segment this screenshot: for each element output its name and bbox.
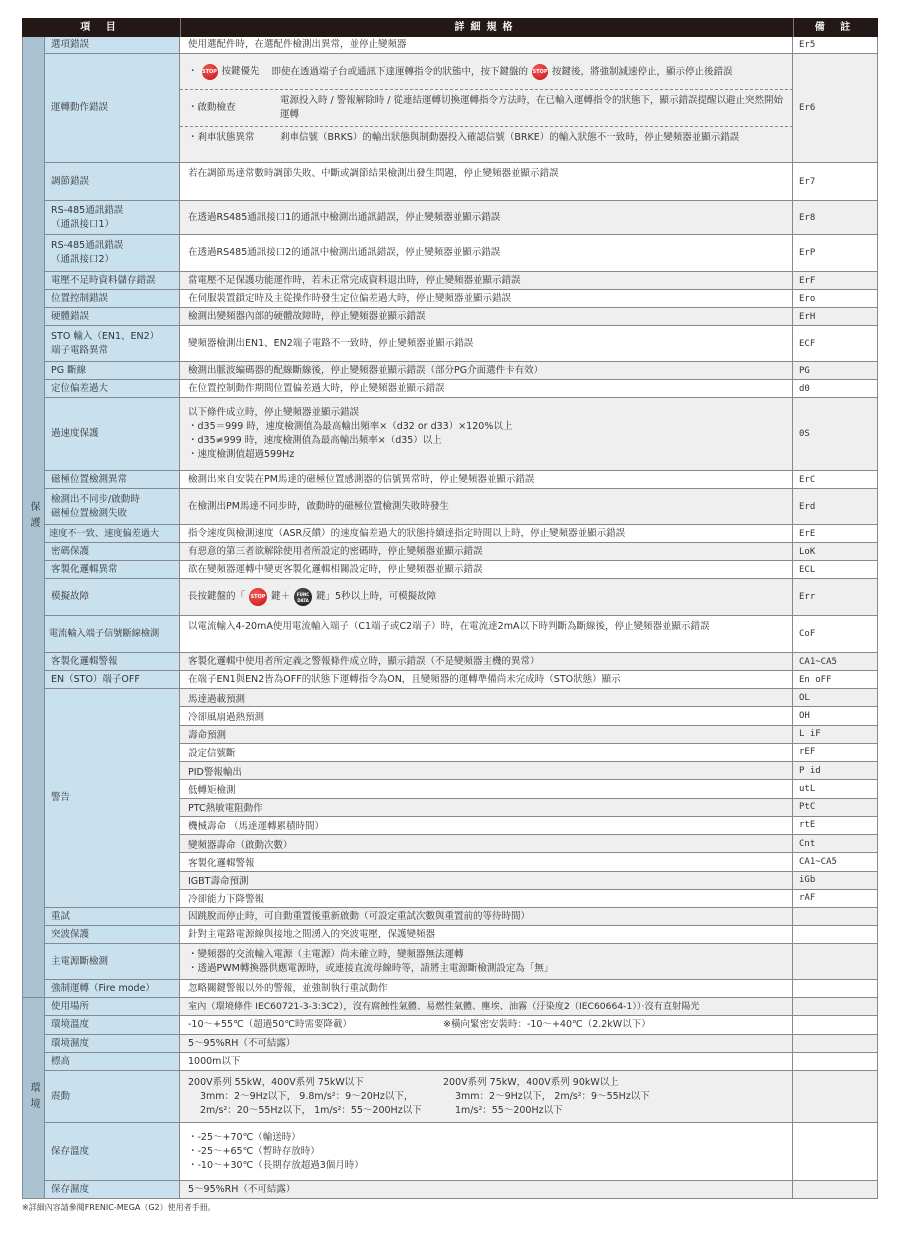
table-row: [45, 616, 878, 653]
table-row: [45, 326, 878, 362]
item-cell: 使用場所: [45, 998, 180, 1015]
note-cell: Er7: [793, 163, 878, 200]
detail-cell: 在透過RS485通訊接口2的通訊中檢測出通訊錯誤，停止變頻器並顯示錯誤: [180, 235, 793, 271]
table-header: [22, 18, 878, 37]
detail-cell: 客製化邏輯中使用者所定義之警報條件成立時，顯示錯誤（不是變頻器主機的異常）: [180, 653, 793, 670]
item-cell: 突波保護: [45, 926, 180, 943]
note-cell: [793, 980, 878, 997]
detail-cell: 1000m以下: [180, 1053, 793, 1070]
note-cell: Er6: [793, 54, 878, 162]
item-line: RS-485通訊錯誤: [51, 204, 124, 216]
table-row: [45, 308, 878, 326]
warning-detail-cell: 變頻器壽命（啟動次數）: [180, 835, 793, 853]
table-row: [45, 54, 878, 163]
header-note: 備 註: [814, 22, 857, 33]
warning-detail-cell: 低轉矩檢測: [180, 780, 793, 798]
item-cell: 震動: [45, 1071, 180, 1122]
detail-cell: [180, 398, 793, 470]
detail-cell: 檢測出脈波編碼器的配線斷線後，停止變頻器並顯示錯誤（部分PG介面選件卡有效）: [180, 362, 793, 379]
note-cell: [793, 1181, 878, 1198]
header-item: 項 目: [22, 18, 181, 37]
detail-text-b: ※橫向緊密安裝時：-10～+40℃（2.2kW以下）: [443, 1019, 651, 1030]
table-row: [45, 944, 878, 980]
item-cell: 客製化邏輯警報: [45, 653, 180, 670]
detail-cell: 室內（環境條件 IEC60721-3-3:3C2），沒有腐蝕性氣體、易燃性氣體、塵埃、油霧（汙染度2（IEC60664-1））·沒有直射陽光: [180, 998, 793, 1015]
detail-cell: 因跳脫而停止時，可自動重置後重新啟動（可設定重試次數與重置前的等待時間）: [180, 908, 793, 925]
note-cell: ECL: [793, 561, 878, 578]
item-cell: [45, 235, 180, 271]
note-cell: [793, 944, 878, 979]
note-cell: Ero: [793, 290, 878, 307]
table-row: [45, 1181, 878, 1199]
stop-key-icon: STOP: [202, 64, 218, 80]
item-cell: 保存濕度: [45, 1181, 180, 1198]
item-cell: 密碼保護: [45, 543, 180, 560]
sub-text-a: 即使在透過端子台或通訊下達運轉指令的狀態中，按下鍵盤的: [271, 66, 529, 77]
detail-cell: 有惡意的第三者欲解除使用者所設定的密碼時，停止變頻器並顯示錯誤: [180, 543, 793, 560]
detail-line: ・d35＝999 時，速度檢測值為最高輸出頻率×（d32 or d33）×120%以上: [188, 421, 513, 432]
note-cell: ErH: [793, 308, 878, 325]
item-cell: 標高: [45, 1053, 180, 1070]
table-row: [45, 1016, 878, 1035]
note-cell: Er5: [793, 37, 878, 53]
warning-detail-cell: 馬達過載預測: [180, 689, 793, 707]
table-row: [45, 471, 878, 489]
detail-line: 2m/s²：20～55Hz以下， 1m/s²：55～200Hz以下: [200, 1104, 422, 1116]
detail-line: 1m/s²：55～200Hz以下: [455, 1104, 563, 1116]
note-cell: CoF: [793, 616, 878, 652]
detail-line: 200V系列 75kW，400V系列 90kW以上: [443, 1076, 619, 1088]
sub-row-brake-status: [180, 127, 793, 162]
table-row: [45, 671, 878, 689]
detail-cell: 在伺服裝置鎖定時及主從操作時發生定位偏差過大時，停止變頻器並顯示錯誤: [180, 290, 793, 307]
detail-cell: 針對主電路電源線與接地之間湧入的突波電壓，保護變頻器: [180, 926, 793, 943]
detail-cell: 在位置控制動作期間位置偏差過大時，停止變頻器並顯示錯誤: [180, 380, 793, 397]
note-cell: ErF: [793, 272, 878, 289]
detail-cell: 使用選配件時，在選配件檢測出異常，並停止變頻器: [180, 37, 793, 53]
item-cell: 環境濕度: [45, 1035, 180, 1052]
item-cell: 磁極位置檢測異常: [45, 471, 180, 488]
func-label: FUNC: [296, 592, 310, 597]
item-cell: EN（STO）端子OFF: [45, 671, 180, 688]
warning-note-cell: iGb: [793, 872, 878, 890]
warning-detail-cell: 機械壽命 （馬達運轉累積時間）: [180, 817, 793, 835]
note-cell: [793, 1035, 878, 1052]
group-protection: [22, 37, 45, 998]
warning-detail-cell: 壽命預測: [180, 726, 793, 744]
data-label: DATA: [297, 598, 309, 603]
detail-cell: [180, 944, 793, 979]
group-environment: [22, 998, 45, 1199]
detail-text-b: 鍵＋: [271, 591, 291, 602]
item-cell: 位置控制錯誤: [45, 290, 180, 307]
warning-detail-cell: PID警報輸出: [180, 762, 793, 780]
detail-cell: [180, 1123, 793, 1180]
warning-note-cell: PtC: [793, 799, 878, 817]
warning-detail-cell: 設定信號斷: [180, 744, 793, 762]
detail-cell: 若在調節馬達常數時調節失敗、中斷或調節結果檢測出發生問題，停止變頻器並顯示錯誤: [180, 163, 793, 200]
item-line: RS-485通訊錯誤: [51, 240, 124, 251]
table-row: [45, 1035, 878, 1053]
detail-cell: [180, 579, 793, 615]
header-detail: 詳細規格: [180, 18, 794, 37]
warning-detail-cell: IGBT壽命預測: [180, 872, 793, 890]
warning-note-cell: rAF: [793, 890, 878, 908]
stop-key-icon: STOP: [532, 64, 548, 80]
warning-note-cell: CA1~CA5: [793, 853, 878, 871]
sub-text: [272, 64, 793, 80]
note-cell: ErP: [793, 235, 878, 271]
detail-text-c: 鍵」5秒以上時，可模擬故障: [316, 591, 437, 602]
item-cell: 過速度保護: [45, 398, 180, 470]
table-row: [45, 1071, 878, 1123]
table-row: [45, 235, 878, 272]
note-cell: LoK: [793, 543, 878, 560]
detail-cell: 5～95%RH（不可結露）: [180, 1181, 793, 1198]
table-row: [45, 362, 878, 380]
detail-cell: 欲在變頻器運轉中變更客製化邏輯相關設定時，停止變頻器並顯示錯誤: [180, 561, 793, 578]
table-row: [45, 926, 878, 944]
item-cell: 定位偏差過大: [45, 380, 180, 397]
item-cell: 速度不一致、速度偏差過大: [45, 525, 180, 542]
detail-line: ・d35≠999 時，速度檢測值為最高輸出頻率×（d35）以上: [188, 435, 442, 446]
detail-line: ・-10～+30℃（長期存放超過3個月時）: [188, 1159, 364, 1171]
sub-label: 按鍵優先: [221, 65, 260, 77]
note-cell: ErC: [793, 471, 878, 488]
detail-cell: 檢測出變頻器內部的硬體故障時，停止變頻器並顯示錯誤: [180, 308, 793, 325]
item-cell: [45, 489, 180, 524]
warning-note-cell: OH: [793, 707, 878, 725]
item-cell: 重試: [45, 908, 180, 925]
note-cell: 0S: [793, 398, 878, 470]
table-row: [45, 201, 878, 235]
item-cell: 電壓不足時資料儲存錯誤: [45, 272, 180, 289]
note-cell: CA1~CA5: [793, 653, 878, 670]
detail-line: ・透過PWM轉換器供應電源時，或連接直流母線時等，請將主電源斷檢測設定為「無」: [188, 962, 554, 974]
warning-detail-cell: PTC熱敏電阻動作: [180, 799, 793, 817]
note-cell: PG: [793, 362, 878, 379]
warning-detail-cell: 冷卻能力下降警報: [180, 890, 793, 908]
item-cell: 環境溫度: [45, 1016, 180, 1034]
table-row: [45, 908, 878, 926]
detail-cell: [180, 1071, 793, 1122]
note-cell: En oFF: [793, 671, 878, 688]
vibration-left: [188, 1076, 443, 1118]
detail-text-a: 長按鍵盤的「: [188, 591, 246, 602]
item-line: 端子電路異常: [51, 344, 109, 356]
item-cell: 模擬故障: [45, 579, 180, 615]
warning-note-cell: P id: [793, 762, 878, 780]
table-row: [45, 380, 878, 398]
detail-line: ・變頻器的交流輸入電源（主電源）尚未確立時，變頻器無法運轉: [188, 948, 464, 960]
table-row: [45, 37, 878, 54]
item-line: 磁極位置檢測失敗: [51, 507, 128, 519]
item-cell: 強制運轉（Fire mode）: [45, 980, 180, 997]
note-cell: d0: [793, 380, 878, 397]
sub-label: ・剎車狀態異常: [188, 132, 255, 143]
item-cell: [45, 201, 180, 234]
table-row: [45, 1053, 878, 1071]
item-cell: 硬體錯誤: [45, 308, 180, 325]
detail-cell: 當電壓不足保護功能運作時，若未正常完成資料退出時，停止變頻器並顯示錯誤: [180, 272, 793, 289]
detail-cell: [180, 1016, 793, 1034]
detail-line: ・-25～+65℃（暫時存放時）: [188, 1145, 320, 1157]
item-line: （通訊接口2）: [51, 254, 115, 265]
detail-text-a: -10～+55℃（超過50℃時需要降載）: [188, 1019, 352, 1030]
item-cell: PG 斷線: [45, 362, 180, 379]
warning-detail-cell: 冷卻風扇過熱預測: [180, 707, 793, 725]
group-protection-label: 保護: [28, 501, 39, 533]
item-cell: 調節錯誤: [45, 163, 180, 200]
note-cell: Erd: [793, 489, 878, 524]
warning-note-cell: rtE: [793, 817, 878, 835]
detail-line: ・速度檢測值超過599Hz: [188, 449, 295, 460]
note-cell: [793, 998, 878, 1015]
detail-cell: 5～95%RH（不可結露）: [180, 1035, 793, 1052]
note-cell: [793, 1053, 878, 1070]
item-cell: 運轉動作錯誤: [45, 54, 180, 162]
sub-label: ・啟動檢查: [188, 102, 236, 113]
table-row: [45, 163, 878, 201]
vibration-right: [443, 1076, 698, 1118]
table-row: [45, 543, 878, 561]
func-data-key-icon: [294, 588, 312, 606]
warning-detail-cell: 客製化邏輯警報: [180, 853, 793, 871]
detail-cell: 在端子EN1與EN2皆為OFF的狀態下運轉指令為ON，且變頻器的運轉準備尚未完成時（STO狀態）顯示: [180, 671, 793, 688]
detail-line: 3mm：2～9Hz以下， 9.8m/s²：9～20Hz以下，: [200, 1090, 414, 1102]
note-cell: [793, 926, 878, 943]
detail-cell: 在檢測出PM馬達不同步時，啟動時的磁極位置檢測失敗時發生: [180, 489, 793, 524]
table-row: [45, 653, 878, 671]
table-row: [45, 489, 878, 525]
detail-line: 200V系列 55kW，400V系列 75kW以下: [188, 1076, 364, 1088]
note-cell: [793, 1123, 878, 1180]
warning-note-cell: L iF: [793, 726, 878, 744]
sub-text-b: 按鍵後，將強制減速停止，顯示停止後錯誤: [552, 66, 733, 77]
detail-cell: 忽略關鍵警報以外的警報，並強制執行重試動作: [180, 980, 793, 997]
item-cell: 選項錯誤: [45, 37, 180, 53]
item-cell: [45, 326, 180, 361]
detail-line: 以下條件成立時，停止變頻器並顯示錯誤: [188, 407, 360, 418]
item-line: （通訊接口1）: [51, 218, 115, 230]
detail-line: ・-25～+70℃（輸送時）: [188, 1131, 301, 1143]
warning-note-cell: Cnt: [793, 835, 878, 853]
stop-key-icon: STOP: [249, 588, 267, 606]
detail-cell: 檢測出來自安裝在PM馬達的磁極位置感測器的信號異常時，停止變頻器並顯示錯誤: [180, 471, 793, 488]
item-cell: 警告: [45, 689, 180, 907]
table-row: [45, 272, 878, 290]
note-cell: ErE: [793, 525, 878, 542]
warning-note-cell: OL: [793, 689, 878, 707]
warning-note-cell: rEF: [793, 744, 878, 762]
note-cell: [793, 908, 878, 925]
note-cell: ECF: [793, 326, 878, 361]
table-row: [45, 290, 878, 308]
group-environment-label: 環境: [28, 1082, 39, 1114]
item-cell: 電流輸入端子信號斷線檢測: [45, 616, 180, 652]
table-row: [45, 398, 878, 471]
table-row: [45, 1123, 878, 1181]
sub-text: 剎車信號（BRKS）的輸出狀態與制動器投入確認信號（BRKE）的輸入狀態不一致時，停止變頻器並顯示錯誤: [280, 132, 740, 143]
sub-row-start-check: [180, 90, 793, 127]
warning-note-cell: utL: [793, 780, 878, 798]
table-row: [45, 525, 878, 543]
table-row: [45, 579, 878, 616]
table-row: [45, 998, 878, 1016]
sub-row-stop-priority: ・ STOP 按鍵優先 即使在透過端子台或通訊下達運轉指令的狀態中，按下鍵盤的 STOP 按鍵後，將強制減速停止，顯示停止後錯誤: [180, 54, 793, 90]
item-line: 檢測出不同步/啟動時: [51, 493, 140, 505]
note-cell: [793, 1016, 878, 1034]
note-cell: Er8: [793, 201, 878, 234]
item-cell: 保存溫度: [45, 1123, 180, 1180]
detail-cell: 變頻器檢測出EN1、EN2端子電路不一致時，停止變頻器並顯示錯誤: [180, 326, 793, 361]
table-row: [45, 561, 878, 579]
item-line: STO 輸入（EN1、EN2）: [51, 330, 160, 342]
detail-line: 3mm：2～9Hz以下， 2m/s²：9～55Hz以下: [455, 1090, 650, 1102]
table-row: [45, 980, 878, 998]
detail-cell: 指令速度與檢測速度（ASR反饋）的速度偏差過大的狀態持續達指定時間以上時，停止變頻器並顯示錯誤: [180, 525, 793, 542]
item-cell: 客製化邏輯異常: [45, 561, 180, 578]
note-cell: [793, 1071, 878, 1122]
item-cell: 主電源斷檢測: [45, 944, 180, 979]
detail-cell: 以電流輸入4-20mA使用電流輸入端子（C1端子或C2端子）時，在電流達2mA以下時判斷為斷線後，停止變頻器並顯示錯誤: [180, 616, 793, 652]
footnote: ※詳細內容請參閱FRENIC-MEGA（G2）使用者手冊。: [22, 1203, 216, 1212]
detail-cell: 在透過RS485通訊接口1的通訊中檢測出通訊錯誤，停止變頻器並顯示錯誤: [180, 201, 793, 234]
table-row-warning: [45, 689, 878, 908]
note-cell: Err: [793, 579, 878, 615]
sub-text: 電源投入時 / 警報解除時 / 從連結運轉切換運轉指令方法時，在已輸入運轉指令的狀態下，顯示錯誤提醒以避止突然開始運轉: [280, 95, 783, 120]
